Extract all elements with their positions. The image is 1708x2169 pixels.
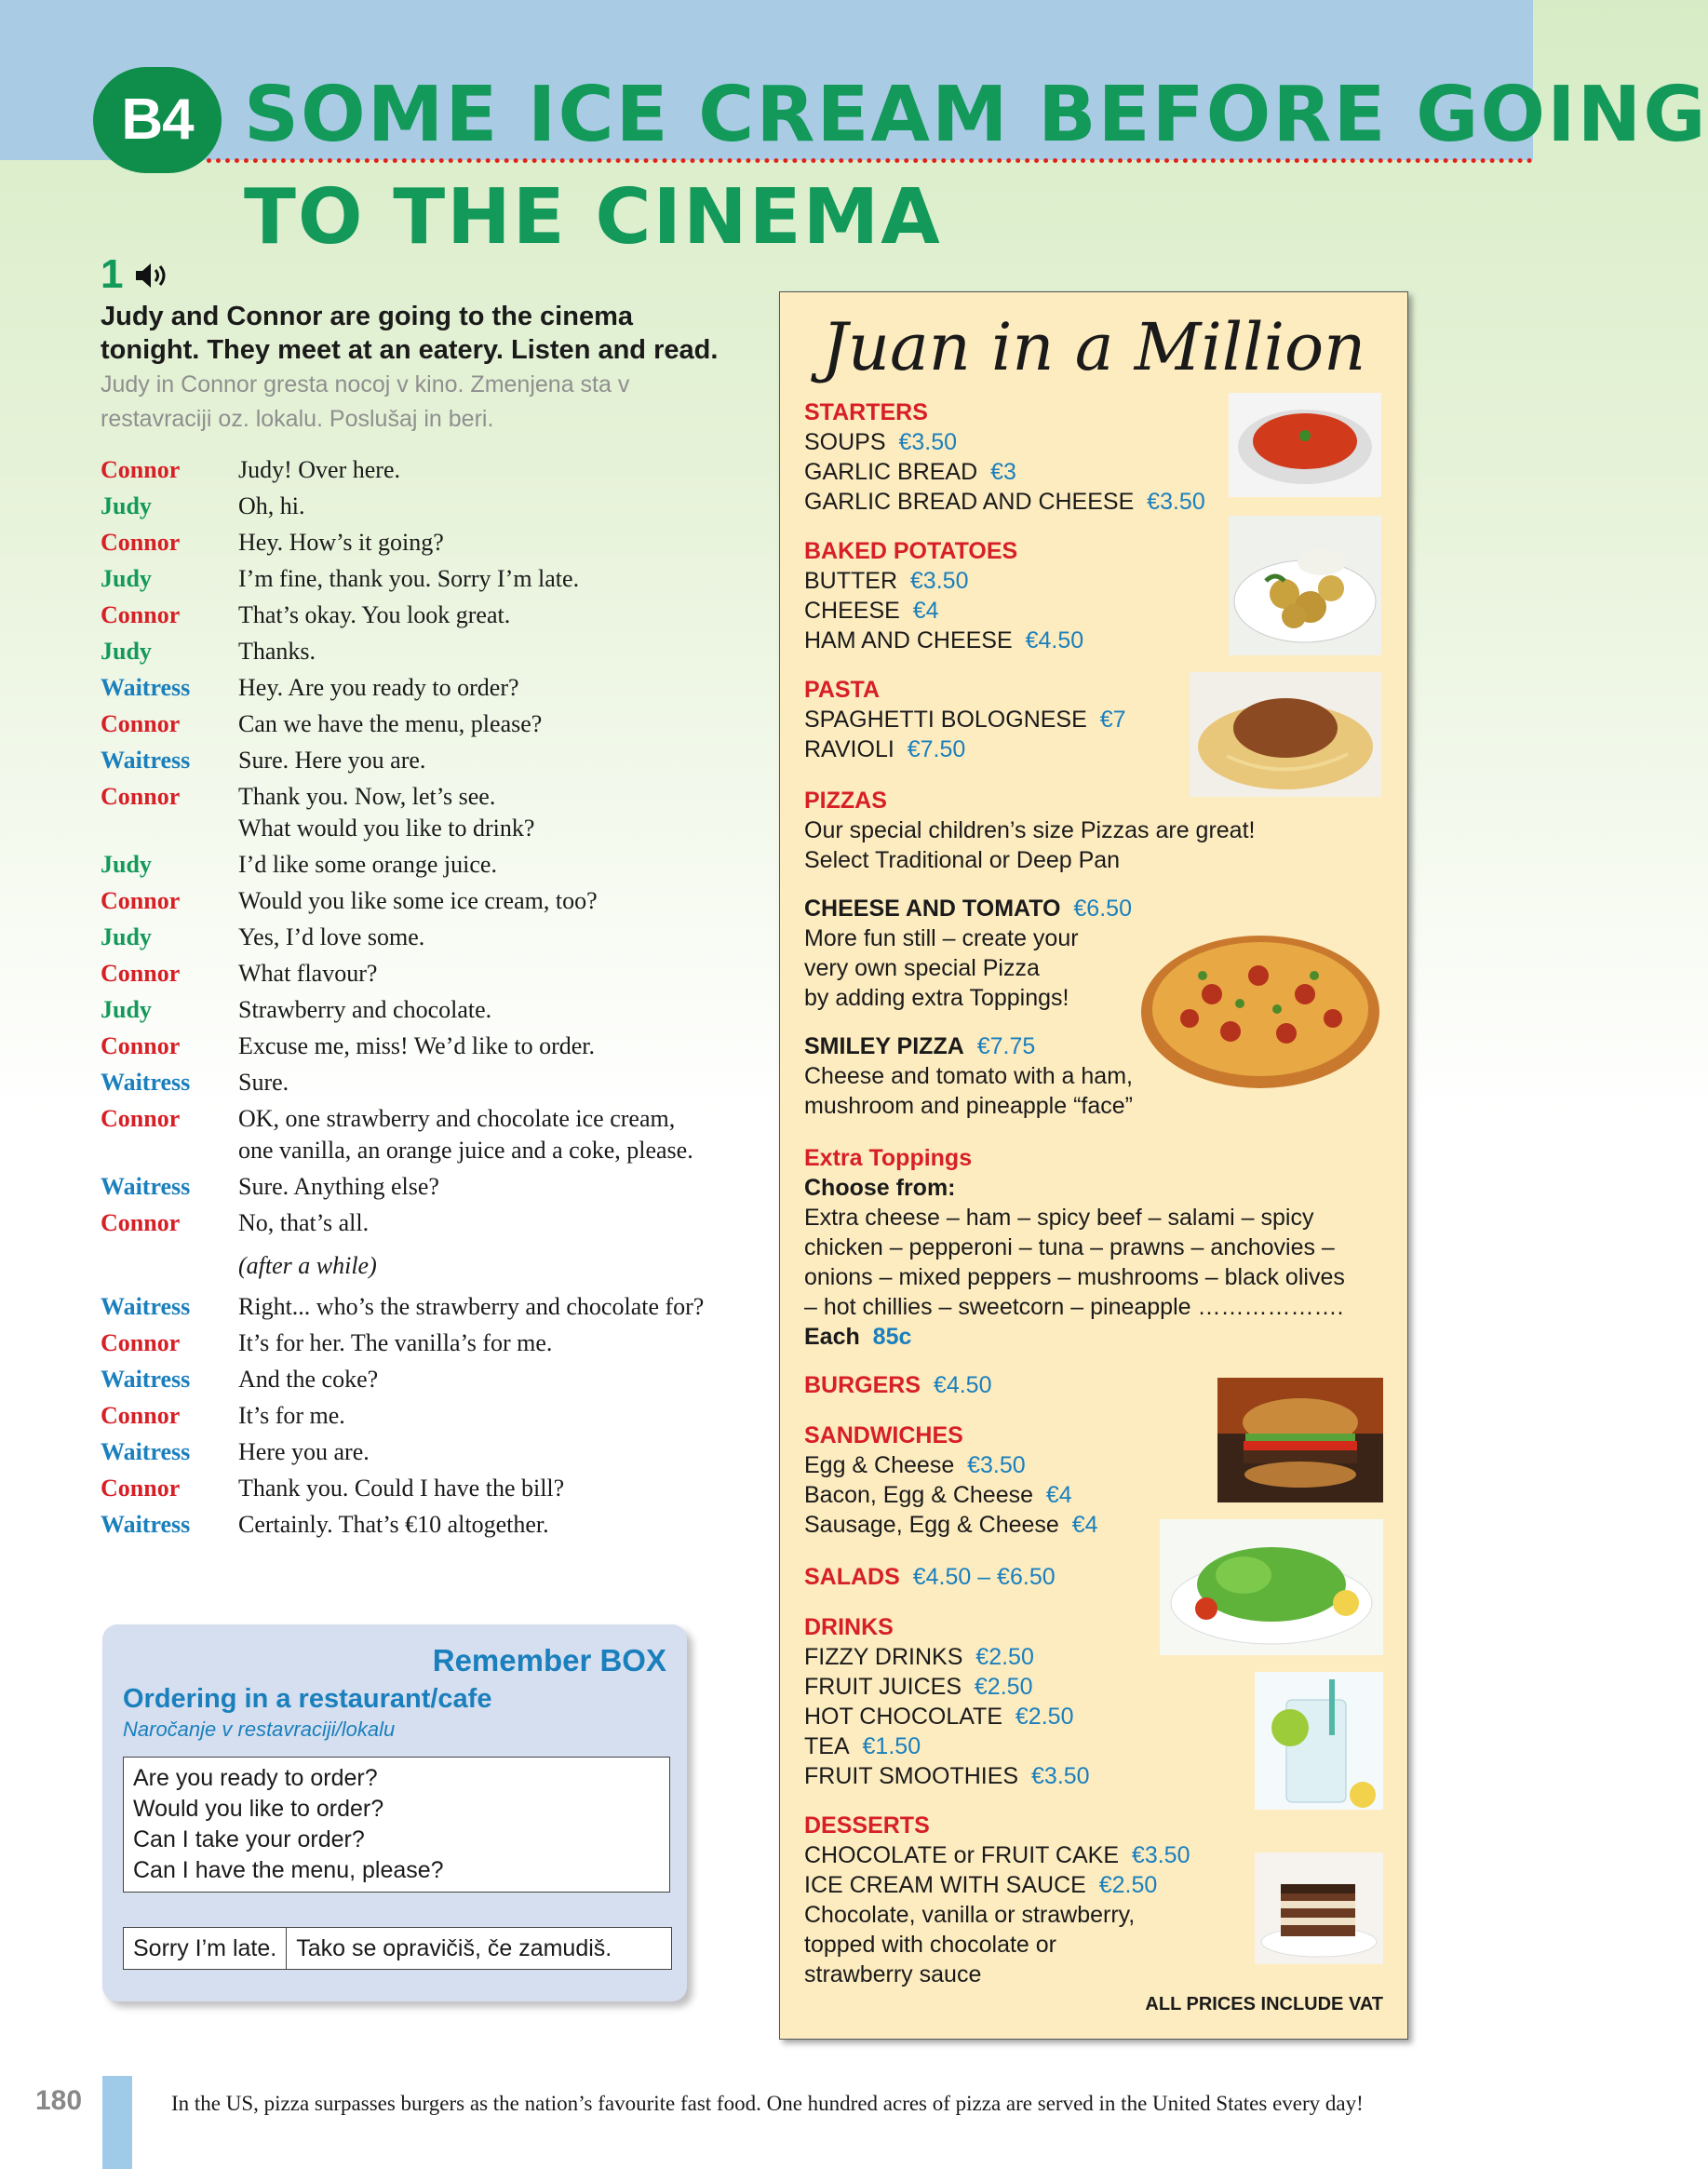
menu-pizzas [804,786,1255,875]
menu-item [804,1450,1098,1480]
burger-image [1217,1378,1383,1502]
audio-speaker-icon[interactable] [134,261,171,290]
menu-cheese-and-tomato [804,894,1132,1013]
phrase: Are you ready to order? [133,1765,378,1791]
dialogue-line [101,1364,752,1395]
item-name: HOT CHOCOLATE [804,1704,1002,1730]
menu-smiley-pizza [804,1031,1133,1121]
speaker-name: Judy [101,851,152,878]
dialogue-line [101,527,752,559]
item-price: €3.50 [1031,1763,1090,1789]
menu-item [804,487,1205,517]
salads-heading: SALADS [804,1564,900,1590]
speaker-name: Connor [101,1402,181,1429]
item-name: Bacon, Egg & Cheese [804,1482,1033,1508]
dialogue-line [101,563,752,595]
speaker-name: Connor [101,1329,181,1356]
item-price: €4 [1071,1512,1098,1538]
vat-note: ALL PRICES INCLUDE VAT [1145,1994,1383,2014]
dialogue-text: No, that’s all. [238,1209,370,1236]
item-desc: mushroom and pineapple “face” [804,1093,1133,1119]
toppings-choose: Choose from: [804,1175,956,1201]
menu-burgers [804,1370,991,1400]
dialogue-text: That’s okay. You look great. [238,601,511,628]
phrase: Would you like to order? [133,1796,384,1822]
menu-item [804,1480,1098,1510]
item-name: ICE CREAM WITH SAUCE [804,1872,1086,1898]
dialogue-line [101,922,752,953]
menu-starters [804,397,1205,517]
item-price: €4 [912,598,939,624]
speaker-name: Judy [101,996,152,1023]
item-price: €4.50 – €6.50 [912,1564,1056,1590]
dialogue-text: Judy! Over here. [238,456,400,483]
item-price: €7 [1099,707,1126,733]
speaker-name: Connor [101,1209,181,1236]
menu-desserts [804,1811,1190,1989]
unit-badge: B4 [93,67,222,173]
dialogue-text: Yes, I’d love some. [238,923,425,950]
speaker-name: Connor [101,601,181,628]
dialogue-text: It’s for her. The vanilla’s for me. [238,1329,553,1356]
remember-box-subheading: Naročanje v restavraciji/lokalu [123,1718,396,1741]
dialogue-text: Thank you. Now, let’s see. What would you like to drink? [238,783,535,842]
dialogue-text: Sure. [238,1069,289,1096]
item-price: €3.50 [1131,1842,1190,1868]
dialogue-text: Thanks. [238,638,316,665]
burgers-heading: BURGERS [804,1372,921,1398]
sandwiches-heading: SANDWICHES [804,1422,963,1448]
menu-item [804,705,1126,734]
toppings-each: Each [804,1324,860,1350]
item-price: €4 [1045,1482,1072,1508]
menu-baked-potatoes [804,536,1083,655]
dialogue-text: Sure. Anything else? [238,1173,439,1200]
item-price: €2.50 [975,1644,1034,1670]
item-price: €3 [990,459,1016,485]
item-desc: strawberry sauce [804,1961,982,1987]
item-price: €3.50 [898,429,957,455]
baked-potatoes-image [1229,516,1381,655]
dialogue-text: I’d like some orange juice. [238,851,497,878]
phrase-list [123,1757,670,1893]
exercise-number: 1 [101,251,124,297]
dialogue-line [101,1473,752,1504]
toppings-line: chicken – pepperoni – tuna – prawns – anchovies – [804,1234,1335,1260]
dialogue-text: Here you are. [238,1438,370,1465]
speaker-name: Waitress [101,1173,191,1200]
item-name: HAM AND CHEESE [804,627,1013,653]
dialogue-line [101,1250,752,1282]
dialogue-line [101,491,752,522]
speaker-name: Waitress [101,1366,191,1393]
footer-fact: In the US, pizza surpasses burgers as the nation’s favourite fast food. One hundred acres of pizza are served in the United States every day! [171,2092,1364,2115]
dialogue-line [101,1031,752,1062]
dialogue-line [101,1509,752,1541]
toppings-heading: Extra Toppings [804,1145,973,1171]
menu-item [804,566,1083,596]
menu-title: Juan in a Million [821,309,1366,385]
item-name: GARLIC BREAD [804,459,978,485]
dialogue-text: Hey. How’s it going? [238,529,444,556]
toppings-line: Extra cheese – ham – spicy beef – salami – spicy [804,1205,1314,1231]
item-price: €1.50 [862,1733,921,1759]
speaker-name: Connor [101,1475,181,1502]
pizzas-line: Select Traditional or Deep Pan [804,847,1121,873]
item-desc: Cheese and tomato with a ham, [804,1063,1133,1089]
item-price: €6.50 [1073,896,1132,922]
dialogue-line [101,885,752,917]
menu-sandwiches [804,1421,1098,1540]
menu-item [804,734,1126,764]
dialogue [101,454,752,1541]
item-desc: by adding extra Toppings! [804,985,1069,1011]
item-name: Sausage, Egg & Cheese [804,1512,1059,1538]
item-price: €4.50 [933,1372,992,1398]
item-name: Egg & Cheese [804,1452,955,1478]
dialogue-line [101,1327,752,1359]
item-name: SMILEY PIZZA [804,1033,964,1059]
menu-salads [804,1562,1056,1592]
speaker-name: Judy [101,565,152,592]
menu-item [804,596,1083,626]
dialogue-line [101,708,752,740]
remember-box-title: Remember BOX [432,1643,666,1677]
item-price: €3.50 [1147,489,1205,515]
item-desc: More fun still – create your [804,925,1079,951]
speaker-name: Waitress [101,747,191,774]
dialogue-text: It’s for me. [238,1402,345,1429]
menu-item [804,1642,1090,1672]
menu-item [804,1761,1090,1791]
pizzas-heading: PIZZAS [804,788,887,814]
speaker-name: Judy [101,923,152,950]
dialogue-line [101,636,752,667]
item-name: CHEESE AND TOMATO [804,896,1061,922]
menu-item [804,1870,1190,1900]
menu-pasta [804,675,1126,764]
desserts-heading: DESSERTS [804,1812,930,1839]
dialogue-text: Certainly. That’s €10 altogether. [238,1511,549,1538]
speaker-name: Connor [101,960,181,987]
pizza-image [1137,929,1383,1095]
pizzas-line: Our special children’s size Pizzas are great! [804,817,1256,843]
item-name: GARLIC BREAD AND CHEESE [804,489,1135,515]
dialogue-text: Excuse me, miss! We’d like to order. [238,1032,596,1059]
translation-en: Sorry I’m late. [124,1928,287,1969]
dialogue-line [101,1103,752,1166]
menu-item [804,1702,1090,1731]
dialogue-text: And the coke? [238,1366,379,1393]
speaker-name: Connor [101,783,181,810]
menu-item [804,457,1205,487]
dialogue-text: Sure. Here you are. [238,747,426,774]
dialogue-text: Thank you. Could I have the bill? [238,1475,565,1502]
menu-item [804,1731,1090,1761]
item-desc: Chocolate, vanilla or strawberry, [804,1902,1136,1928]
dialogue-text: Strawberry and chocolate. [238,996,492,1023]
dialogue-line [101,958,752,990]
phrase: Can I have the menu, please? [133,1857,444,1883]
dialogue-line [101,672,752,704]
item-name: SPAGHETTI BOLOGNESE [804,707,1087,733]
soup-image [1229,393,1381,497]
footer-bar [102,2076,132,2169]
item-price: €2.50 [1098,1872,1158,1898]
speaker-name: Waitress [101,674,191,701]
item-name: SOUPS [804,429,886,455]
item-name: BUTTER [804,568,897,594]
exercise-instruction [101,300,733,436]
menu-item [804,1510,1098,1540]
stage-direction: (after a while) [238,1252,377,1279]
drinks-heading: DRINKS [804,1614,894,1640]
restaurant-menu [779,291,1408,2040]
dialogue-text: OK, one strawberry and chocolate ice cream, one vanilla, an orange juice and a coke, please. [238,1105,693,1164]
dialogue-text: Can we have the menu, please? [238,710,543,737]
phrase: Can I take your order? [133,1826,365,1852]
translation-table [123,1927,672,1970]
speaker-name: Connor [101,1105,181,1132]
toppings-line: onions – mixed peppers – mushrooms – black olives [804,1264,1345,1290]
speaker-name: Connor [101,887,181,914]
speaker-name [101,1250,238,1282]
baked-heading: BAKED POTATOES [804,538,1018,564]
menu-item [804,427,1205,457]
speaker-name: Waitress [101,1293,191,1320]
item-name: CHOCOLATE or FRUIT CAKE [804,1842,1120,1868]
speaker-name: Connor [101,710,181,737]
item-name: FRUIT SMOOTHIES [804,1763,1019,1789]
toppings-line: – hot chillies – sweetcorn – pineapple ………………. [804,1294,1344,1320]
item-name: CHEESE [804,598,900,624]
speaker-name: Connor [101,1032,181,1059]
item-name: RAVIOLI [804,736,894,762]
dialogue-text: What flavour? [238,960,378,987]
dialogue-text: Oh, hi. [238,492,305,519]
dialogue-line [101,994,752,1026]
menu-extra-toppings [804,1143,1345,1352]
salad-image [1160,1519,1383,1655]
item-name: FRUIT JUICES [804,1674,962,1700]
dialogue-line [101,1436,752,1468]
speaker-name: Waitress [101,1069,191,1096]
item-desc: topped with chocolate or [804,1932,1057,1958]
item-price: €2.50 [974,1674,1033,1700]
speaker-name: Judy [101,492,152,519]
dialogue-text: Would you like some ice cream, too? [238,887,598,914]
dialogue-line [101,1067,752,1098]
dialogue-text: Right... who’s the strawberry and chocolate for? [238,1293,705,1320]
menu-item [804,1672,1090,1702]
dialogue-line [101,849,752,881]
spaghetti-image [1190,672,1381,797]
item-price: €4.50 [1025,627,1084,653]
speaker-name: Connor [101,456,181,483]
menu-item [804,626,1083,655]
dialogue-text: Hey. Are you ready to order? [238,674,519,701]
menu-item [804,1840,1190,1870]
starters-heading: STARTERS [804,399,928,425]
page-title-line2: TO THE CINEMA [244,173,942,262]
speaker-name: Waitress [101,1438,191,1465]
translation-sl: Tako se opravičiš, če zamudiš. [296,1935,612,1961]
page-title-line1: SOME ICE CREAM BEFORE GOING [244,71,1708,159]
remember-box [102,1624,687,2001]
dialogue-line [101,600,752,631]
toppings-price: 85c [872,1324,912,1350]
item-price: €3.50 [967,1452,1026,1478]
dialogue-line [101,745,752,776]
dialogue-line [101,1400,752,1432]
item-desc: very own special Pizza [804,955,1040,981]
cake-image [1255,1852,1383,1964]
instruction-slovene: Judy in Connor gresta nocoj v kino. Zmenjena sta v restavraciji oz. lokalu. Poslušaj in beri. [101,371,630,432]
item-price: €7.75 [976,1033,1036,1059]
menu-drinks [804,1612,1090,1791]
item-name: TEA [804,1733,850,1759]
dialogue-line [101,781,752,844]
drink-image [1255,1672,1383,1810]
dialogue-line [101,1207,752,1239]
remember-box-heading: Ordering in a restaurant/cafe [123,1684,492,1714]
item-price: €7.50 [907,736,966,762]
instruction-english: Judy and Connor are going to the cinema tonight. They meet at an eatery. Listen and read. [101,302,719,365]
item-price: €2.50 [1015,1704,1074,1730]
item-price: €3.50 [909,568,969,594]
dialogue-line [101,1171,752,1203]
speaker-name: Waitress [101,1511,191,1538]
speaker-name: Judy [101,638,152,665]
page-number: 180 [35,2085,83,2116]
dialogue-line [101,454,752,486]
pasta-heading: PASTA [804,677,881,703]
speaker-name: Connor [101,529,181,556]
dialogue-text: I’m fine, thank you. Sorry I’m late. [238,565,580,592]
dialogue-line [101,1291,752,1323]
item-name: FIZZY DRINKS [804,1644,963,1670]
